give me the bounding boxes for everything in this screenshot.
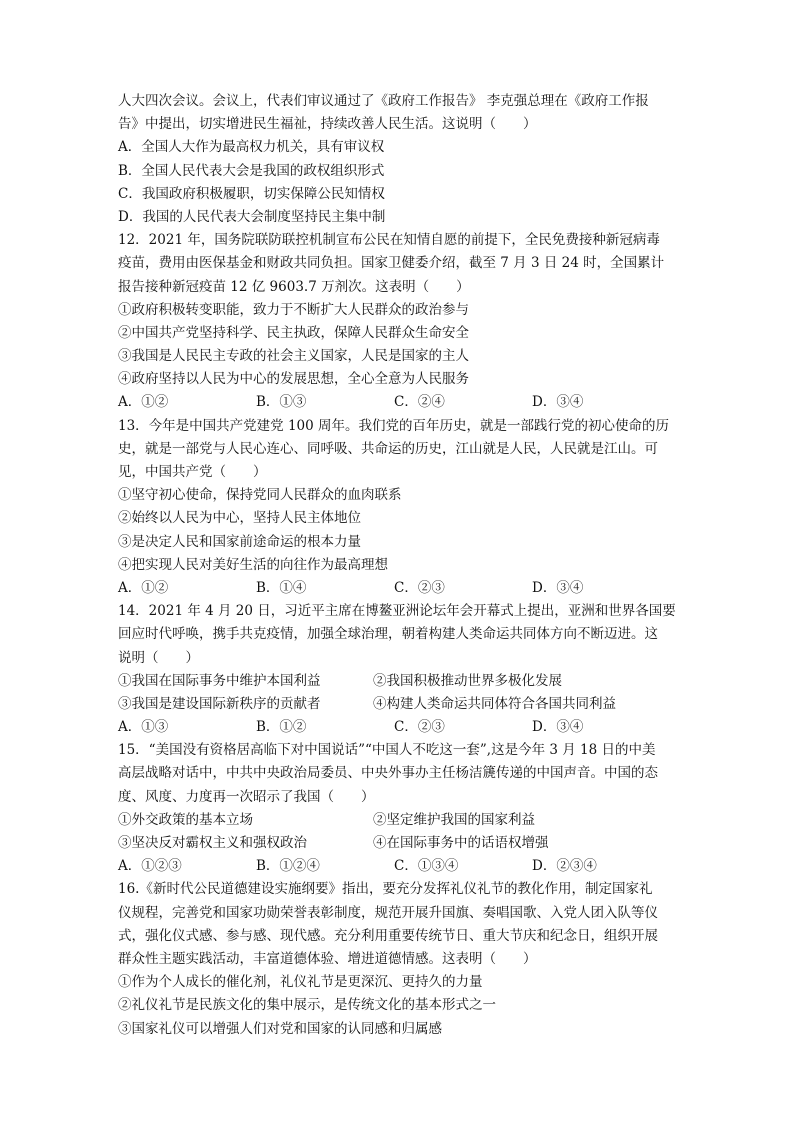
answer-option-b: B．①②④	[256, 858, 320, 875]
answer-option-a: A．①②	[118, 579, 169, 596]
statement-item: ③国家礼仪可以增强人们对党和国家的认同感和归属感	[118, 1020, 442, 1037]
statement-item: ③我国是人民民主专政的社会主义国家，人民是国家的主人	[118, 348, 469, 365]
statement-pair	[118, 693, 680, 716]
question-stem-line: 群众性主题实践活动，丰富道德体验、增进道德情感。这表明（ ）	[118, 950, 537, 967]
statement-item: ②中国共产党坚持科学、民主执政，保障人民群众生命安全	[118, 324, 469, 341]
answer-options	[118, 855, 680, 878]
answer-option-b: B．①③	[256, 394, 307, 411]
statement-item: ④把实现人民对美好生活的向往作为最高理想	[118, 556, 388, 573]
statement-item: ③我国是建设国际新秩序的贡献者	[118, 695, 321, 712]
question-stem-line: 人大四次会议。会议上，代表们审议通过了《政府工作报告》 李克强总理在《政府工作报	[118, 93, 649, 109]
question-stem-line: 13．今年是中国共产党建党 100 周年。我们党的百年历史，就是一部践行党的初心使命的历	[118, 417, 670, 434]
answer-options	[118, 577, 680, 600]
answer-option-a: A．①③	[118, 719, 169, 736]
statement-item: ①我国在国际事务中维护本国利益	[118, 672, 321, 689]
answer-option-c: C．②④	[394, 394, 445, 411]
question-stem-line: 14．2021 年 4 月 20 日，习近平主席在博鳌亚洲论坛年会开幕式上提出，亚洲和世界各国要	[118, 603, 676, 620]
question-stem-line: 16.《新时代公民道德建设实施纲要》指出，要充分发挥礼仪礼节的教化作用，制定国家礼	[118, 881, 653, 898]
answer-option-d: D．③④	[532, 394, 584, 411]
question-stem-line: 回应时代呼唤，携手共克疫情，加强全球治理，朝着构建人类命运共同体方向不断迈进。这	[118, 626, 658, 643]
question-stem-line: 仪规程，完善党和国家功勋荣誉表彰制度，规范开展升国旗、奏唱国歌、入党人团入队等仪	[118, 904, 658, 921]
statement-item: ③是决定人民和国家前途命运的根本力量	[118, 533, 361, 550]
question-11	[118, 90, 680, 229]
statement-item: ③坚决反对霸权主义和强权政治	[118, 835, 307, 851]
question-stem-line: 12．2021 年，国务院联防联控机制宣布公民在知情自愿的前提下，全民免费接种新冠病毒	[118, 232, 660, 249]
answer-option-c: C．②③	[394, 579, 445, 596]
statement-pair	[118, 832, 680, 855]
question-stem-line: 疫苗，费用由医保基金和财政共同负担。国家卫健委介绍，截至 7 月 3 日 24 时，全国累计	[118, 255, 665, 272]
answer-option-b: B．①②	[256, 719, 307, 736]
question-stem-line: 报告接种新冠疫苗 12 亿 9603.7 万剂次。这表明（ ）	[118, 278, 470, 295]
statement-item: ④政府坚持以人民为中心的发展思想，全心全意为人民服务	[118, 371, 469, 388]
answer-option-c: C．我国政府积极履职，切实保障公民知情权	[118, 185, 385, 202]
statement-item: ②我国积极推动世界多极化发展	[373, 672, 562, 689]
answer-option-a: A．①②③	[118, 858, 182, 875]
statement-item: ②始终以人民为中心，坚持人民主体地位	[118, 510, 361, 527]
statement-pair	[118, 670, 680, 693]
answer-option-d: D．③④	[532, 719, 584, 736]
statement-item: ①外交政策的基本立场	[118, 811, 253, 828]
statement-item: ④构建人类命运共同体符合各国共同利益	[373, 695, 616, 712]
statement-item: ②礼仪礼节是民族文化的集中展示，是传统文化的基本形式之一	[118, 997, 496, 1014]
question-stem-line: 度、风度、力度再一次昭示了我国（ ）	[118, 788, 375, 805]
question-stem-line: 15．“美国没有资格居高临下对中国说话”“中国人不吃这一套”,这是今年 3 月 18 日的中美	[118, 742, 656, 759]
answer-option-d: D．②③④	[532, 858, 597, 875]
question-stem-line: 高层战略对话中，中共中央政治局委员、中央外事办主任杨洁篪传递的中国声音。中国的态	[118, 765, 658, 782]
answer-option-b: B．全国人民代表大会是我国的政权组织形式	[118, 162, 385, 179]
answer-option-d: D．我国的人民代表大会制度坚持民主集中制	[118, 208, 386, 225]
statement-item: ①坚守初心使命，保持党同人民群众的血肉联系	[118, 487, 402, 504]
question-stem-line: 式，强化仪式感、参与感、现代感。充分利用重要传统节日、重大节庆和纪念日，组织开展	[118, 927, 658, 944]
answer-option-a: A．全国人大作为最高权力机关，具有审议权	[118, 139, 385, 156]
question-stem-line: 史，就是一部党与人民心连心、同呼吸、共命运的历史，江山就是人民，人民就是江山。可	[118, 440, 658, 457]
question-stem-line: 告》中提出，切实增进民生福祉，持续改善人民生活。这说明（ ）	[118, 116, 537, 133]
answer-option-d: D．③④	[532, 579, 584, 596]
answer-option-c: C．②③	[394, 719, 445, 736]
question-stem-line: 说明（ ）	[118, 649, 199, 666]
statement-item: ①政府积极转变职能，致力于不断扩大人民群众的政治参与	[118, 301, 469, 318]
answer-options	[118, 391, 680, 414]
question-16	[118, 878, 680, 1040]
question-stem-line: 见，中国共产党（ ）	[118, 464, 267, 480]
answer-option-c: C．①③④	[394, 858, 459, 875]
statement-item: ②坚定维护我国的国家利益	[373, 811, 535, 828]
page-content	[118, 90, 680, 1041]
question-12	[118, 229, 680, 415]
statement-item: ①作为个人成长的催化剂，礼仪礼节是更深沉、更持久的力量	[118, 974, 483, 991]
answer-option-b: B．①④	[256, 579, 307, 596]
statement-pair	[118, 809, 680, 832]
question-14	[118, 600, 680, 739]
question-13	[118, 415, 680, 601]
answer-options	[118, 716, 680, 739]
statement-item: ④在国际事务中的话语权增强	[373, 835, 549, 851]
answer-option-a: A．①②	[118, 394, 169, 411]
question-15	[118, 739, 680, 878]
